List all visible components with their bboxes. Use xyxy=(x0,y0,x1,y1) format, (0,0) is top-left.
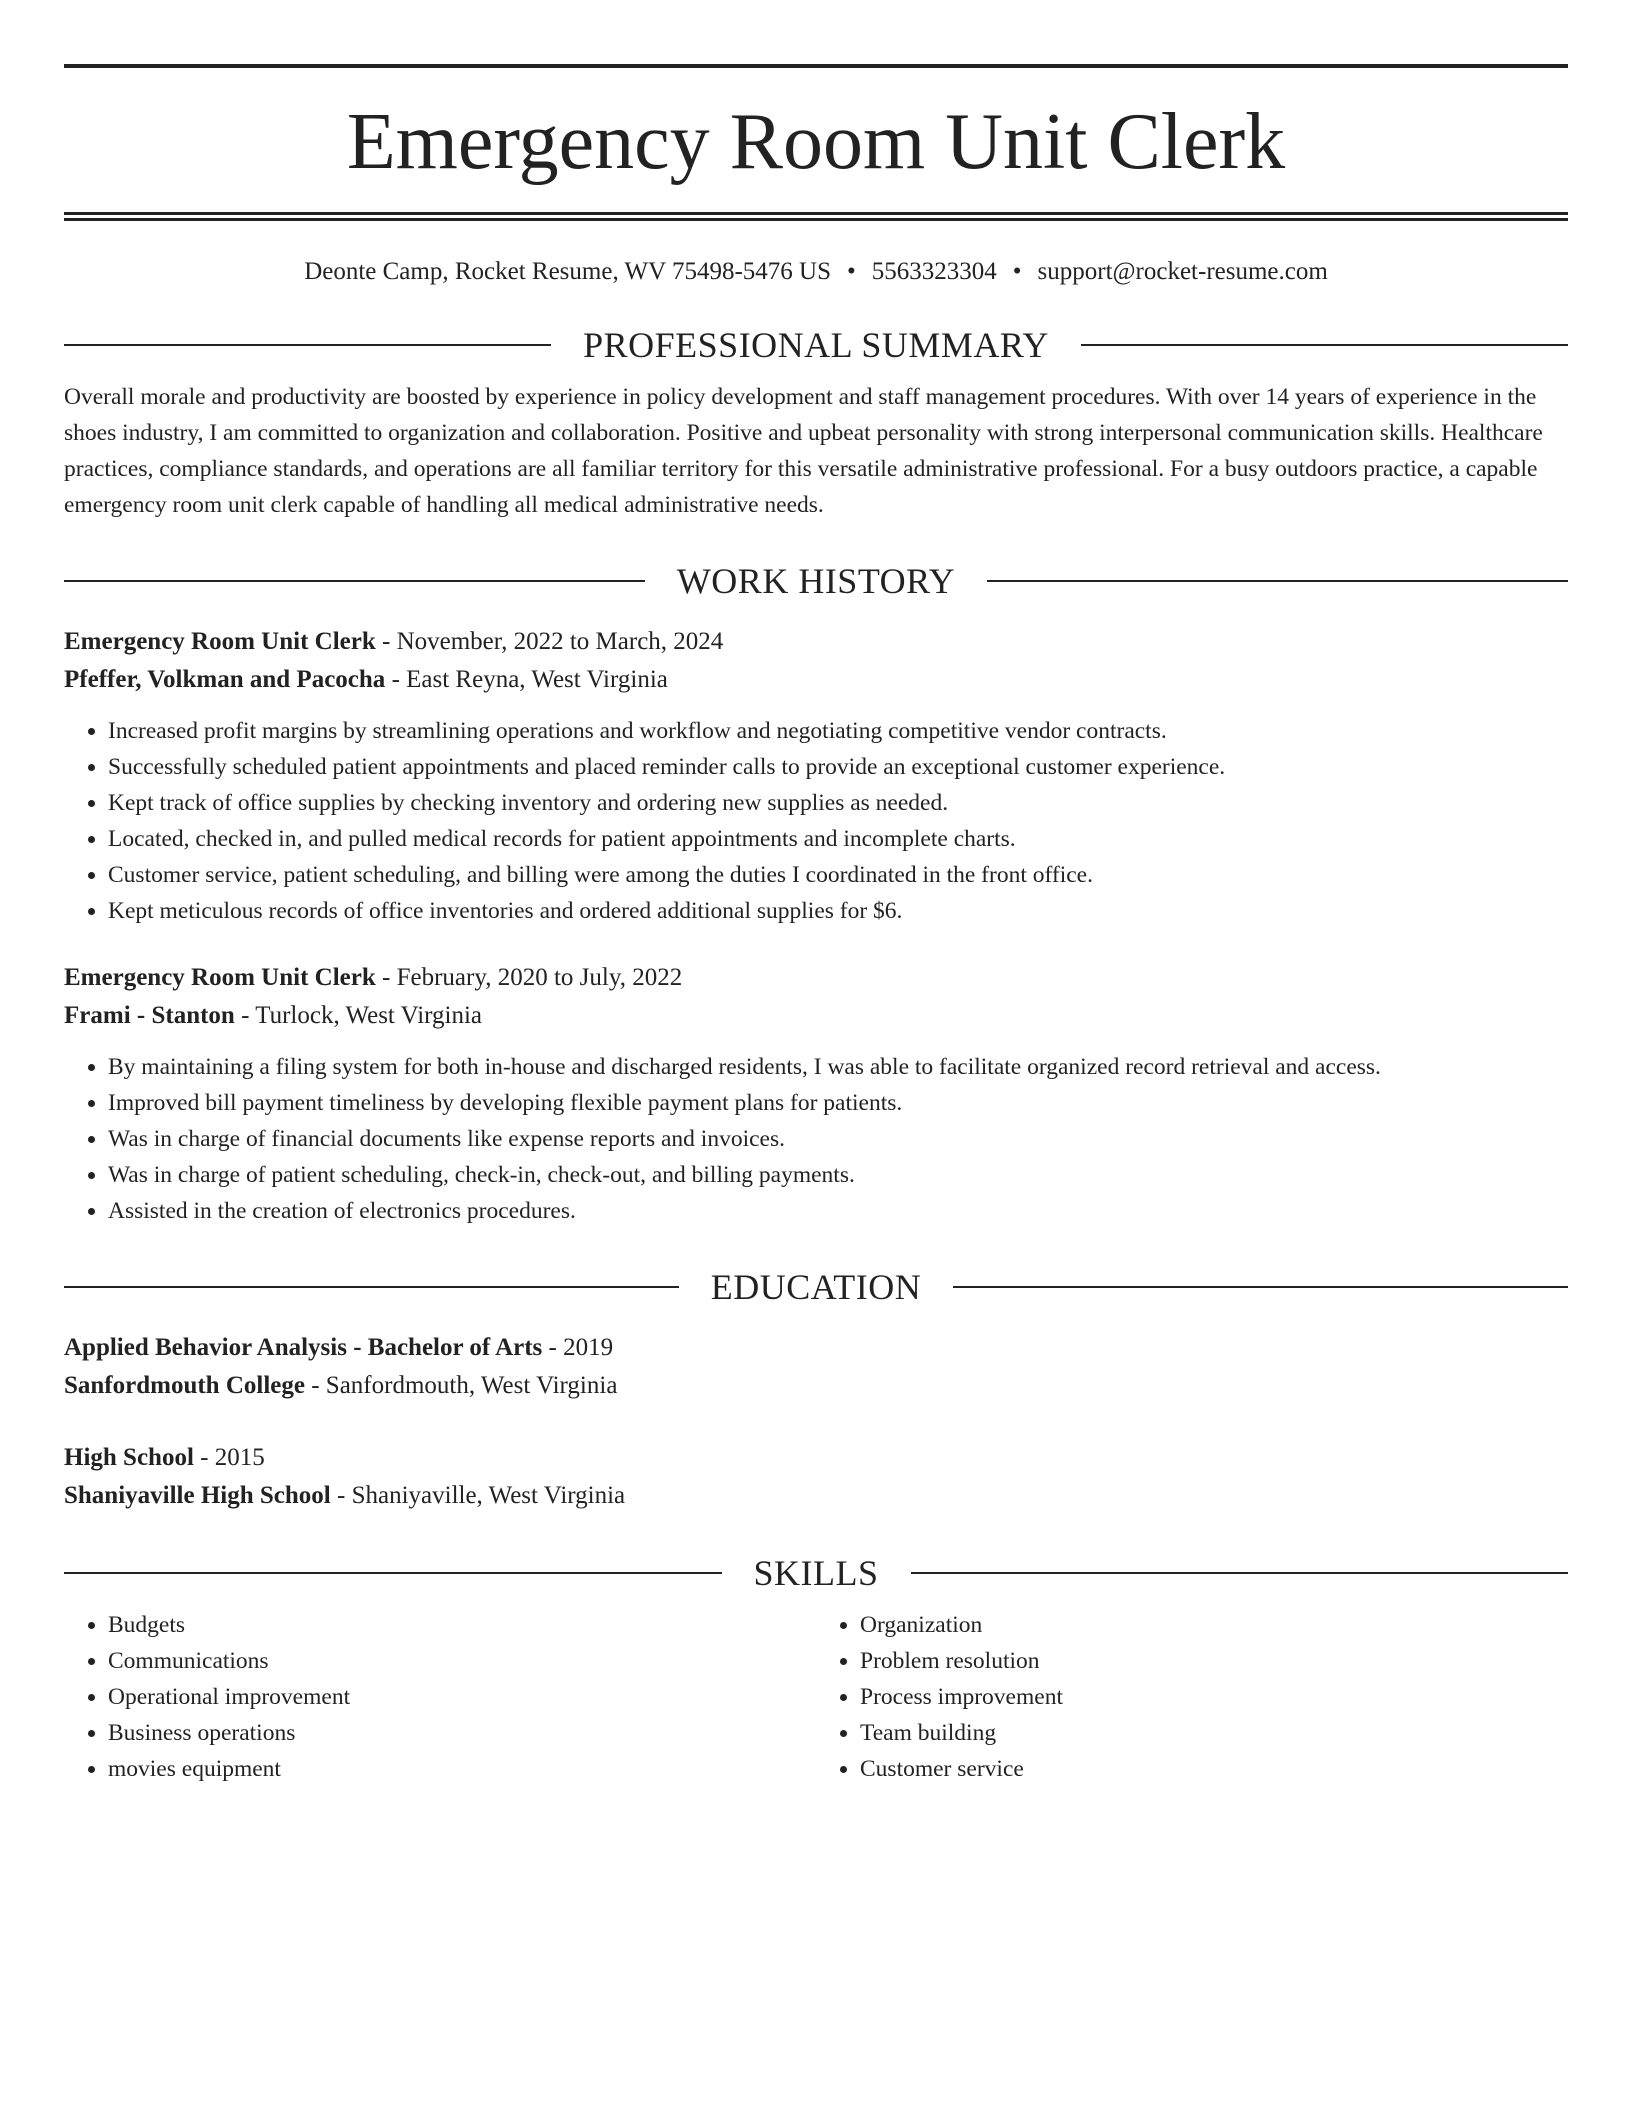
contact-separator: • xyxy=(846,258,856,285)
skill-item: • Business operations xyxy=(108,1715,816,1751)
top-rule xyxy=(64,64,1568,68)
section-rule xyxy=(64,344,551,346)
graduation-year: - 2019 xyxy=(542,1334,614,1361)
contact-line xyxy=(64,257,1568,287)
school-line xyxy=(64,1367,1568,1405)
section-rule xyxy=(987,580,1568,582)
skill-item: • Organization xyxy=(860,1607,1568,1643)
degree-line xyxy=(64,1329,1568,1367)
skill-item: • Team building xyxy=(860,1715,1568,1751)
section-header-skills xyxy=(64,1555,1568,1591)
job-dates: - February, 2020 to July, 2022 xyxy=(375,964,683,991)
degree: High School xyxy=(64,1444,194,1471)
list-item: • Located, checked in, and pulled medical records for patient appointments and incomplete charts. xyxy=(108,821,1568,857)
job-title-line xyxy=(64,623,1568,661)
list-item: • Customer service, patient scheduling, and billing were among the duties I coordinated in the front office. xyxy=(108,857,1568,893)
section-rule xyxy=(64,1286,679,1288)
skill-item: • Process improvement xyxy=(860,1679,1568,1715)
job-title: Emergency Room Unit Clerk xyxy=(64,964,376,991)
job-dates: - November, 2022 to March, 2024 xyxy=(375,628,724,655)
section-header-summary xyxy=(64,327,1568,363)
job-bullets xyxy=(64,1049,1568,1229)
job-location: - Turlock, West Virginia xyxy=(234,1002,483,1029)
skills-grid xyxy=(64,1607,1568,1787)
section-header-education xyxy=(64,1269,1568,1305)
list-item: • Was in charge of patient scheduling, check-in, check-out, and billing payments. xyxy=(108,1157,1568,1193)
skill-item: • Communications xyxy=(108,1643,816,1679)
resume-title: Emergency Room Unit Clerk xyxy=(346,98,1286,186)
school-location: - Shaniyaville, West Virginia xyxy=(330,1482,626,1509)
skill-item: • Operational improvement xyxy=(108,1679,816,1715)
job-location: - East Reyna, West Virginia xyxy=(385,666,668,693)
list-item: • Kept meticulous records of office inventories and ordered additional supplies for $6. xyxy=(108,893,1568,929)
section-rule xyxy=(911,1572,1569,1574)
section-title: WORK HISTORY xyxy=(676,561,956,601)
skill-item: • Customer service xyxy=(860,1751,1568,1787)
skill-item: • Problem resolution xyxy=(860,1643,1568,1679)
job-entry xyxy=(64,623,1568,929)
education-entry xyxy=(64,1329,1568,1405)
list-item: • Was in charge of financial documents like expense reports and invoices. xyxy=(108,1121,1568,1157)
job-company: Pfeffer, Volkman and Pacocha xyxy=(64,666,386,693)
list-item: • Assisted in the creation of electronics procedures. xyxy=(108,1193,1568,1229)
summary-text: Overall morale and productivity are boosted by experience in policy development and staff management procedures. With over 14 years of experience in the shoes industry, I am committed to organization and collaboration. Positive and upbeat personality with strong interpersonal communication skills. Healthcare practices, compliance standards, and operations are all familiar territory for this versatile administrative professional. For a busy outdoors practice, a capable emergency room unit clerk capable of handling all medical administrative needs. xyxy=(64,384,1543,518)
skill-item: • movies equipment xyxy=(108,1751,816,1787)
list-item: • Increased profit margins by streamlining operations and workflow and negotiating competitive vendor contracts. xyxy=(108,713,1568,749)
list-item: • Improved bill payment timeliness by developing flexible payment plans for patients. xyxy=(108,1085,1568,1121)
skills-column-left xyxy=(64,1607,816,1787)
contact-email: support@rocket-resume.com xyxy=(1037,258,1328,285)
degree: Applied Behavior Analysis - Bachelor of Arts xyxy=(64,1334,543,1361)
section-rule xyxy=(953,1286,1568,1288)
title-double-rule xyxy=(64,212,1568,221)
section-title: SKILLS xyxy=(753,1553,879,1593)
skill-item: • Budgets xyxy=(108,1607,816,1643)
section-title: PROFESSIONAL SUMMARY xyxy=(583,325,1049,365)
education-entry xyxy=(64,1439,1568,1515)
section-rule xyxy=(1081,344,1568,346)
job-bullets xyxy=(64,713,1568,929)
job-company: Frami - Stanton xyxy=(64,1002,235,1029)
list-item: • Kept track of office supplies by checking inventory and ordering new supplies as needed. xyxy=(108,785,1568,821)
graduation-year: - 2015 xyxy=(193,1444,265,1471)
school-name: Sanfordmouth College xyxy=(64,1372,305,1399)
job-entry xyxy=(64,959,1568,1229)
section-rule xyxy=(64,580,645,582)
list-item: • By maintaining a filing system for both in-house and discharged residents, I was able to facilitate organized record retrieval and access. xyxy=(108,1049,1568,1085)
list-item: • Successfully scheduled patient appointments and placed reminder calls to provide an exceptional customer experience. xyxy=(108,749,1568,785)
degree-line xyxy=(64,1439,1568,1477)
job-title-line xyxy=(64,959,1568,997)
skills-column-right xyxy=(816,1607,1568,1787)
contact-phone: 5563323304 xyxy=(871,258,997,285)
job-company-line xyxy=(64,997,1568,1035)
section-header-work-history xyxy=(64,563,1568,599)
contact-address: Deonte Camp, Rocket Resume, WV 75498-5476 US xyxy=(304,258,831,285)
section-title: EDUCATION xyxy=(710,1267,922,1307)
school-line xyxy=(64,1477,1568,1515)
job-title: Emergency Room Unit Clerk xyxy=(64,628,376,655)
school-name: Shaniyaville High School xyxy=(64,1482,331,1509)
resume-page xyxy=(64,64,1568,1787)
school-location: - Sanfordmouth, West Virginia xyxy=(304,1372,618,1399)
section-rule xyxy=(64,1572,722,1574)
contact-separator: • xyxy=(1012,258,1022,285)
job-company-line xyxy=(64,661,1568,699)
